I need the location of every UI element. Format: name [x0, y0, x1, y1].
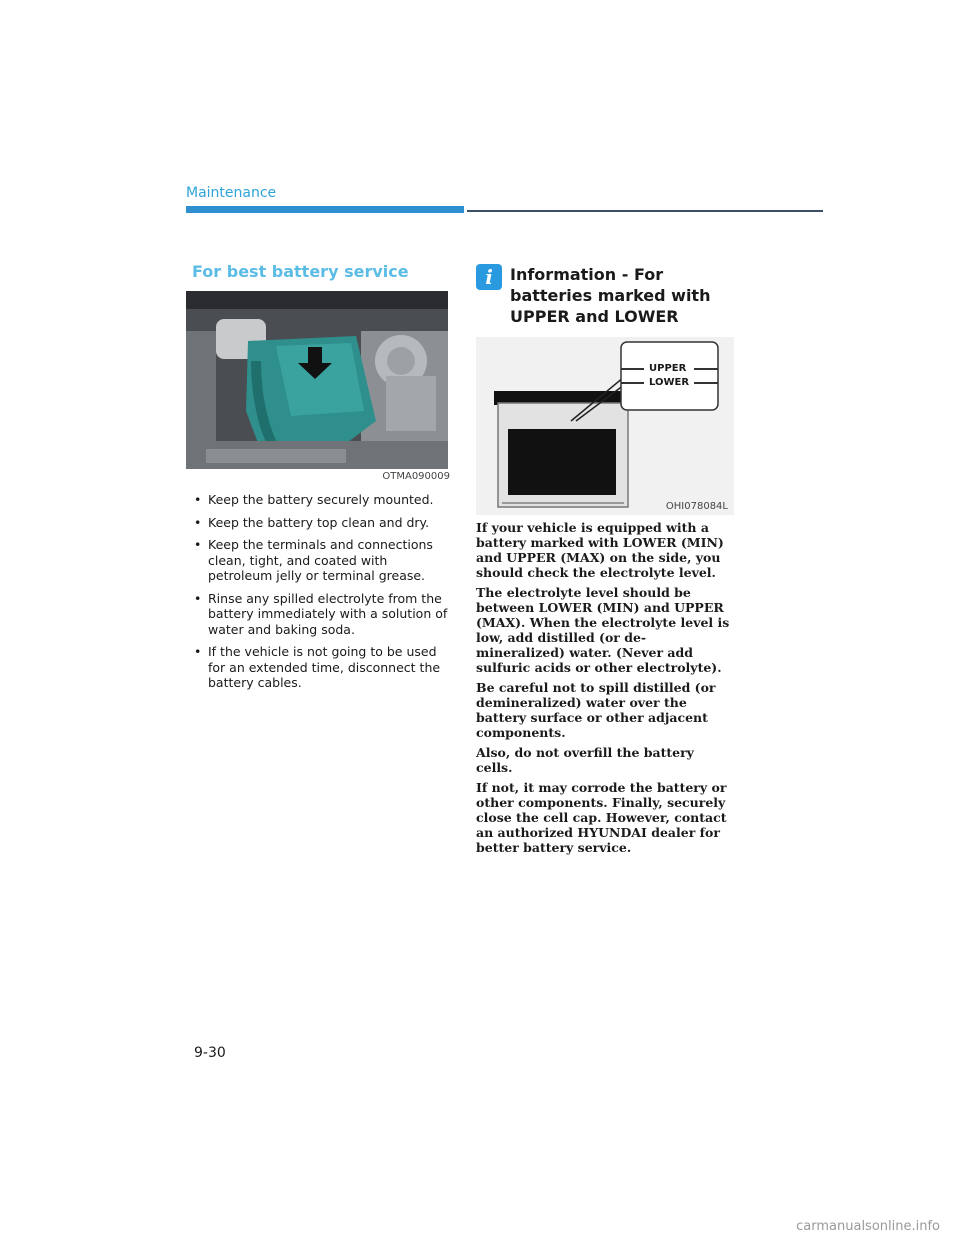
photo-caption: OTMA090009 [382, 471, 450, 482]
info-paragraph: Be careful not to spill distilled (or demineralized) water over the battery surface or other adjacent components. [476, 680, 716, 740]
page-number: 9-30 [194, 1045, 226, 1061]
diagram-upper-label: UPPER [649, 363, 687, 374]
info-paragraph: The electrolyte level should be between LOWER (MIN) and UPPER (MAX). When the electrolyte level is low, add distilled (or de-mineralized) water. (Never add sulfuric acids or other electrolyte). [476, 585, 730, 675]
engine-bay-photo [186, 291, 448, 469]
info-title: Information - For batteries marked with UPPER and LOWER [510, 265, 711, 326]
battery-diagram-illustration [476, 337, 734, 515]
diagram-lower-label: LOWER [649, 377, 690, 388]
header-rule [467, 210, 823, 212]
list-item: • If the vehicle is not going to be used for an extended time, disconnect the battery cables. [186, 644, 450, 691]
list-item: • Rinse any spilled electrolyte from the battery immediately with a solution of water and baking soda. [186, 591, 450, 638]
section-title: For best battery service [192, 262, 409, 281]
right-column [476, 264, 734, 859]
list-item: • Keep the battery securely mounted. [186, 492, 450, 508]
information-icon: i [476, 264, 502, 290]
info-paragraph: Also, do not overfill the battery cells. [476, 745, 694, 775]
info-heading [476, 264, 734, 327]
diagram-caption: OHI078084L [665, 501, 728, 512]
list-item: • Keep the terminals and connections clean, tight, and coated with petroleum jelly or terminal grease. [186, 537, 450, 584]
section-header: Maintenance [186, 185, 277, 201]
battery-tips-list [186, 492, 450, 691]
battery-photo-illustration [186, 291, 448, 469]
battery-level-diagram [476, 337, 734, 515]
list-item: • Keep the battery top clean and dry. [186, 515, 450, 531]
header-accent-bar [186, 206, 464, 213]
info-paragraph: If not, it may corrode the battery or other components. Finally, securely close the cell cap. However, contact an authorized HYUNDAI dealer for better battery service. [476, 780, 727, 855]
watermark: carmanualsonline.info [796, 1219, 940, 1234]
info-paragraph: If your vehicle is equipped with a battery marked with LOWER (MIN) and UPPER (MAX) on the side, you should check the electrolyte level. [476, 520, 724, 580]
info-body [476, 520, 734, 855]
left-column [186, 262, 450, 698]
